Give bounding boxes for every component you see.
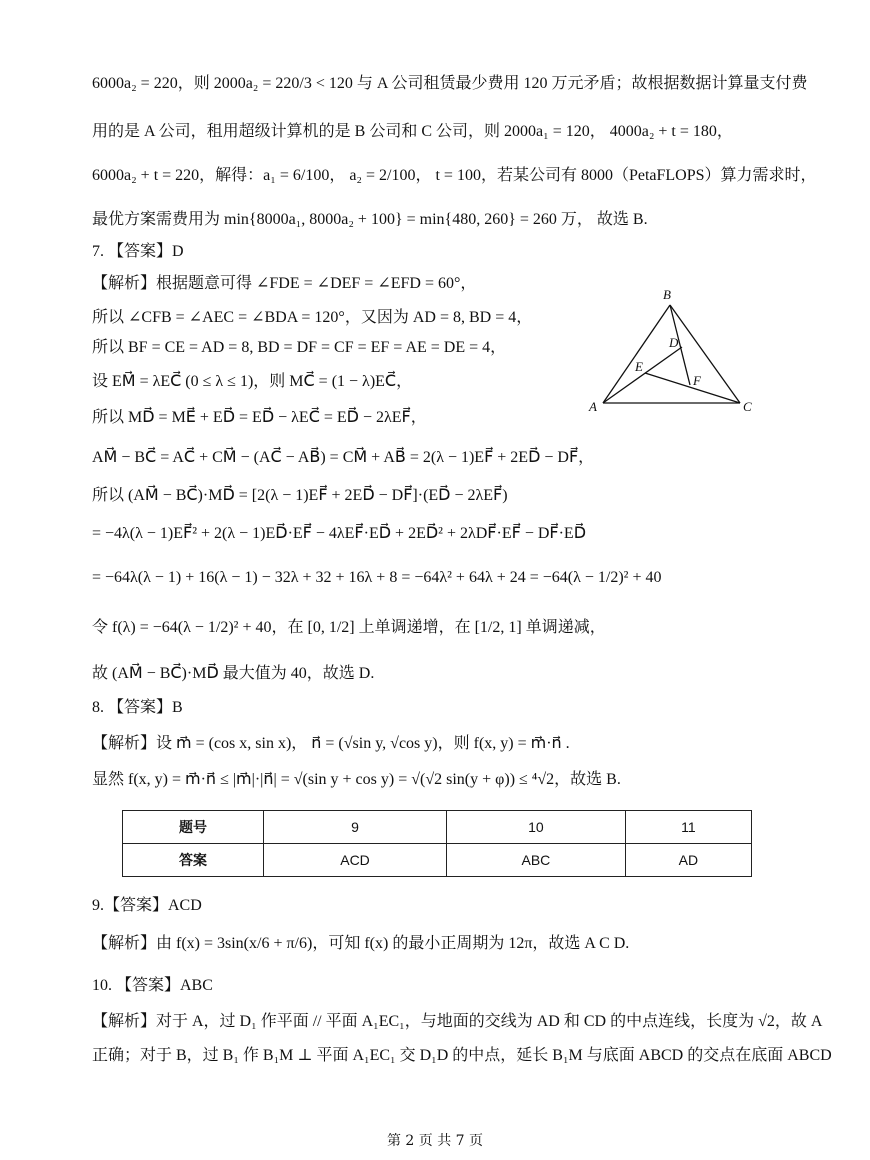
- answer-8-heading: 8. 【答案】B: [92, 699, 183, 716]
- table-header-answer-label: 答案: [123, 844, 264, 877]
- text-line-18: 【解析】设 m⃗ = (cos x, sin x)， n⃗ = (√sin y, √cos y)，则 f(x, y) = m⃗·n⃗ .: [92, 735, 570, 752]
- text-line-8: 所以 BF = CE = AD = 8, BD = DF = CF = EF = AE = DE = 4，: [92, 339, 507, 356]
- answer-table: [122, 810, 752, 877]
- label-c: C: [743, 399, 752, 414]
- text-line-13: = −4λ(λ − 1)EF⃗² + 2(λ − 1)ED⃗·EF⃗ − 4λEF⃗·ED⃗ + 2ED⃗² + 2λDF⃗·EF⃗ − DF⃗·ED⃗: [92, 525, 587, 542]
- triangle-figure: [585, 285, 765, 420]
- edge-bc: [670, 305, 740, 403]
- text-line-6: 【解析】根据题意可得 ∠FDE = ∠DEF = ∠EFD = 60°，: [92, 275, 477, 292]
- text-line-3: 6000a₂ + t = 220，解得：a₁ = 6/100， a₂ = 2/100， t = 100，若某公司有 8000（PetaFLOPS）算力需求时，: [92, 167, 817, 184]
- table-cell: AD: [625, 844, 751, 877]
- text-line-9: 设 EM⃗ = λEC⃗ (0 ≤ λ ≤ 1)，则 MC⃗ = (1 − λ)EC⃗，: [92, 373, 413, 390]
- text-line-16: 故 (AM⃗ − BC⃗)·MD⃗ 最大值为 40，故选 D.: [92, 665, 375, 682]
- label-a: A: [589, 399, 597, 414]
- cevian-ad: [603, 347, 682, 403]
- label-d: D: [669, 335, 679, 350]
- text-line-23: 【解析】对于 A，过 D₁ 作平面 // 平面 A₁EC₁，与地面的交线为 AD 和 CD 的中点连线，长度为 √2，故 A: [92, 1013, 823, 1030]
- text-line-4: 最优方案需费用为 min{8000a₁, 8000a₂ + 100} = min{480, 260} = 260 万， 故选 B.: [92, 211, 648, 228]
- text-line-7: 所以 ∠CFB = ∠AEC = ∠BDA = 120°，又因为 AD = 8, BD = 4，: [92, 309, 533, 326]
- edge-ab: [603, 305, 670, 403]
- label-f: F: [693, 373, 701, 388]
- text-line-14: = −64λ(λ − 1) + 16(λ − 1) − 32λ + 32 + 16λ + 8 = −64λ² + 64λ + 24 = −64(λ − 1/2)² + 40: [92, 569, 662, 586]
- table-cell: 9: [264, 811, 447, 844]
- text-line-10: 所以 MD⃗ = ME⃗ + ED⃗ = ED⃗ − λEC⃗ = ED⃗ − 2λEF⃗，: [92, 409, 427, 426]
- answer-7-heading: 7. 【答案】D: [92, 243, 184, 260]
- answer-10-heading: 10. 【答案】ABC: [92, 977, 213, 994]
- label-b: B: [663, 287, 671, 302]
- text-line-1: 6000a₂ = 220，则 2000a₂ = 220/3 < 120 与 A 公司租赁最少费用 120 万元矛盾；故根据数据计算量支付费: [92, 75, 808, 92]
- table-row: [123, 811, 752, 844]
- label-e: E: [635, 359, 643, 374]
- text-line-2: 用的是 A 公司，租用超级计算机的是 B 公司和 C 公司，则 2000a₁ = 120， 4000a₂ + t = 180，: [92, 123, 733, 140]
- table-cell: ACD: [264, 844, 447, 877]
- text-line-12: 所以 (AM⃗ − BC⃗)·MD⃗ = [2(λ − 1)EF⃗ + 2ED⃗ − DF⃗]·(ED⃗ − 2λEF⃗): [92, 487, 508, 504]
- table-row: [123, 844, 752, 877]
- text-line-19: 显然 f(x, y) = m⃗·n⃗ ≤ |m⃗|·|n⃗| = √(sin y + cos y) = √(√2 sin(y + φ)) ≤ ⁴√2，故选 B.: [92, 771, 621, 788]
- text-line-21: 【解析】由 f(x) = 3sin(x/6 + π/6)，可知 f(x) 的最小正周期为 12π，故选 A C D.: [92, 935, 630, 952]
- text-line-15: 令 f(λ) = −64(λ − 1/2)² + 40，在 [0, 1/2] 上单调递增，在 [1/2, 1] 单调递减，: [92, 619, 606, 636]
- text-line-11: AM⃗ − BC⃗ = AC⃗ + CM⃗ − (AC⃗ − AB⃗) = CM⃗ + AB⃗ = 2(λ − 1)EF⃗ + 2ED⃗ − DF⃗，: [92, 449, 595, 466]
- answer-9-heading: 9.【答案】ACD: [92, 897, 202, 914]
- table-cell: 11: [625, 811, 751, 844]
- table-header-number-label: 题号: [123, 811, 264, 844]
- table-cell: 10: [447, 811, 626, 844]
- table-cell: ABC: [447, 844, 626, 877]
- page-footer: 第 2 页 共 7 页: [386, 1133, 484, 1149]
- text-line-24: 正确；对于 B，过 B₁ 作 B₁M ⊥ 平面 A₁EC₁ 交 D₁D 的中点，延长 B₁M 与底面 ABCD 的交点在底面 ABCD: [92, 1047, 832, 1064]
